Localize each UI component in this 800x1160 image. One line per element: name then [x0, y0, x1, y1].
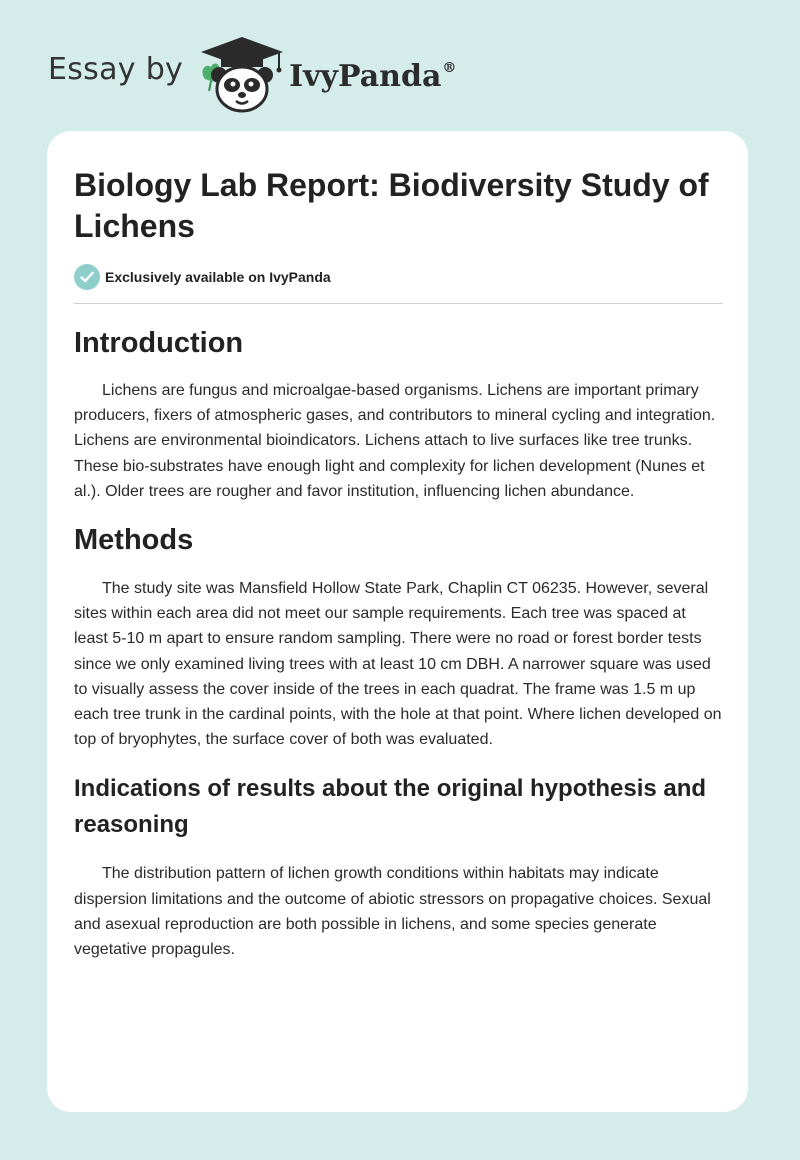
article-content [74, 165, 724, 962]
ivypanda-logo-icon[interactable] [197, 35, 287, 115]
article-card [47, 131, 748, 1112]
brand-name[interactable] [289, 59, 456, 94]
brand-text: IvyPanda [289, 58, 442, 94]
site-header [48, 30, 456, 120]
section-heading-methods: Methods [74, 524, 194, 557]
registered-mark: ® [442, 59, 457, 76]
check-icon [74, 264, 100, 290]
exclusive-badge [74, 264, 724, 290]
section-paragraph-introduction: Lichens are fungus and microalgae-based organisms. Lichens are important primary producers, fixers of atmospheric gases, and contributors to mineral cycling and integration. Lichens are environmental bioindicators. Lichens attach to live surfaces like tree trunks. These bio-substrates have enough light and complexity for lichen development (Nunes et al.). Older trees are rougher and favor institution, influencing lichen abundance. [74, 382, 716, 500]
section-heading-results: Indications of results about the original hypothesis and reasoning [74, 775, 707, 839]
section-heading-introduction: Introduction [74, 327, 244, 359]
title-divider [74, 303, 723, 304]
essay-by-label: Essay by [48, 51, 184, 87]
section-paragraph-methods: The study site was Mansfield Hollow State Park, Chaplin CT 06235. However, several sites within each area did not meet our sample requirements. Each tree was spaced at least 5-10 m apart to ensure random sampling. There were no road or forest border tests since we only examined living trees with at least 10 cm DBH. A narrower square was used to visually assess the cover inside of the trees in each quadrat. The frame was 1.5 m up each tree trunk in the cardinal points, with the hole at that point. Where lichen developed on top of bryophytes, the surface cover of both was evaluated. [74, 580, 722, 749]
exclusive-badge-text: Exclusively available on IvyPanda [105, 269, 331, 285]
article-title: Biology Lab Report: Biodiversity Study of Lichens [74, 167, 709, 244]
section-paragraph-results: The distribution pattern of lichen growth conditions within habitats may indicate dispersion limitations and the outcome of abiotic stressors on propagative choices. Sexual and asexual reproduction are both possible in lichens, and some species generate vegetative propagules. [74, 865, 711, 959]
